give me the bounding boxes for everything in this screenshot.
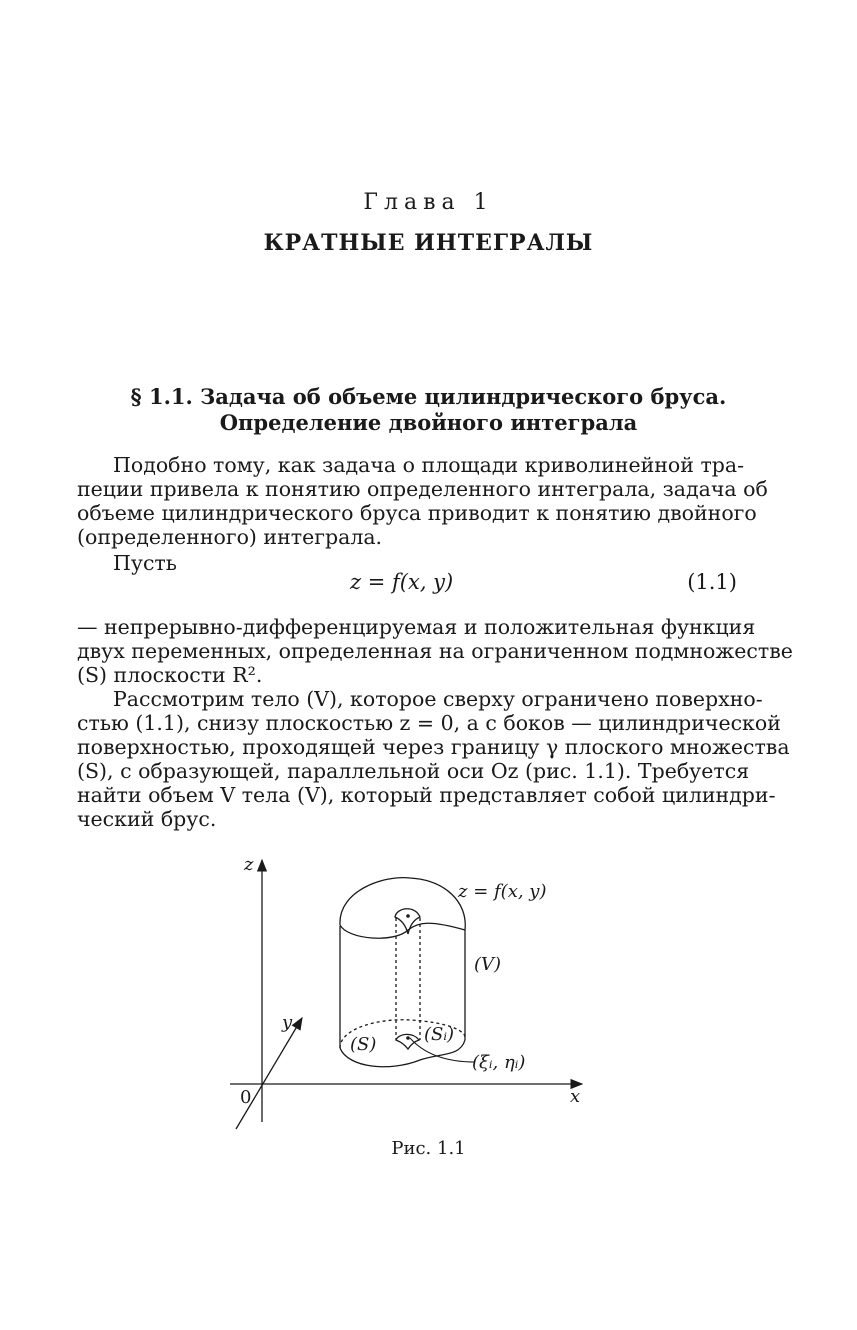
equation-number: (1.1) — [687, 570, 737, 594]
label-Si: (Sᵢ) — [424, 1024, 454, 1045]
paragraph-4-line: стью (1.1), снизу плоскостью z = 0, а с боков — цилиндрической — [77, 711, 781, 735]
paragraph-1-line: (определенного) интеграла. — [77, 525, 383, 549]
section-title-line-1: § 1.1. Задача об объеме цилиндрического бруса. — [130, 384, 727, 409]
label-y: y — [282, 1012, 293, 1033]
paragraph-4-line: найти объем V тела (V), который представляет собой цилиндри- — [77, 783, 776, 807]
paragraph-4-line: ческий брус. — [77, 807, 217, 831]
figure-cylinder-diagram — [220, 850, 600, 1135]
paragraph-4-line: поверхностью, проходящей через границу γ плоского множества — [77, 735, 790, 759]
paragraph-4-line: (S), с образующей, параллельной оси Oz (рис. 1.1). Требуется — [77, 759, 750, 783]
paragraph-4-line: Рассмотрим тело (V), которое сверху ограничено поверхно- — [113, 687, 763, 711]
label-surface: z = f(x, y) — [458, 881, 547, 902]
point-top — [406, 914, 410, 918]
section-title-line-2: Определение двойного интеграла — [219, 410, 638, 435]
paragraph-3-line: — непрерывно-дифференцируемая и положительная функция — [77, 615, 756, 639]
paragraph-1 — [77, 453, 768, 549]
element-top — [395, 909, 420, 934]
paragraph-3-line: (S) плоскости R². — [77, 663, 263, 687]
y-axis — [236, 1018, 302, 1129]
label-x: x — [570, 1086, 581, 1107]
label-point: (ξᵢ, ηᵢ) — [472, 1052, 526, 1073]
chapter-title: КРАТНЫЕ ИНТЕГРАЛЫ — [263, 230, 594, 256]
paragraph-1-line: Подобно тому, как задача о площади криволинейной тра- — [113, 453, 745, 477]
label-V: (V) — [474, 954, 502, 975]
point-base — [406, 1036, 410, 1040]
surface-top-front — [340, 923, 465, 938]
paragraph-2-lead: Пусть — [113, 551, 177, 575]
label-origin: 0 — [240, 1087, 252, 1108]
paragraph-1-line: объеме цилиндрического бруса приводит к понятию двойного — [77, 501, 757, 525]
chapter-label: Глава 1 — [363, 190, 494, 215]
label-S: (S) — [350, 1034, 377, 1055]
paragraph-3 — [77, 615, 793, 687]
equation-body: z = f(x, y) — [350, 570, 454, 594]
paragraph-3-line: двух переменных, определенная на ограниченном подмножестве — [77, 639, 793, 663]
label-z: z — [244, 854, 254, 875]
figure-caption: Рис. 1.1 — [391, 1138, 466, 1159]
paragraph-4 — [77, 687, 790, 831]
paragraph-1-line: пеции привела к понятию определенного интеграла, задача об — [77, 477, 768, 501]
